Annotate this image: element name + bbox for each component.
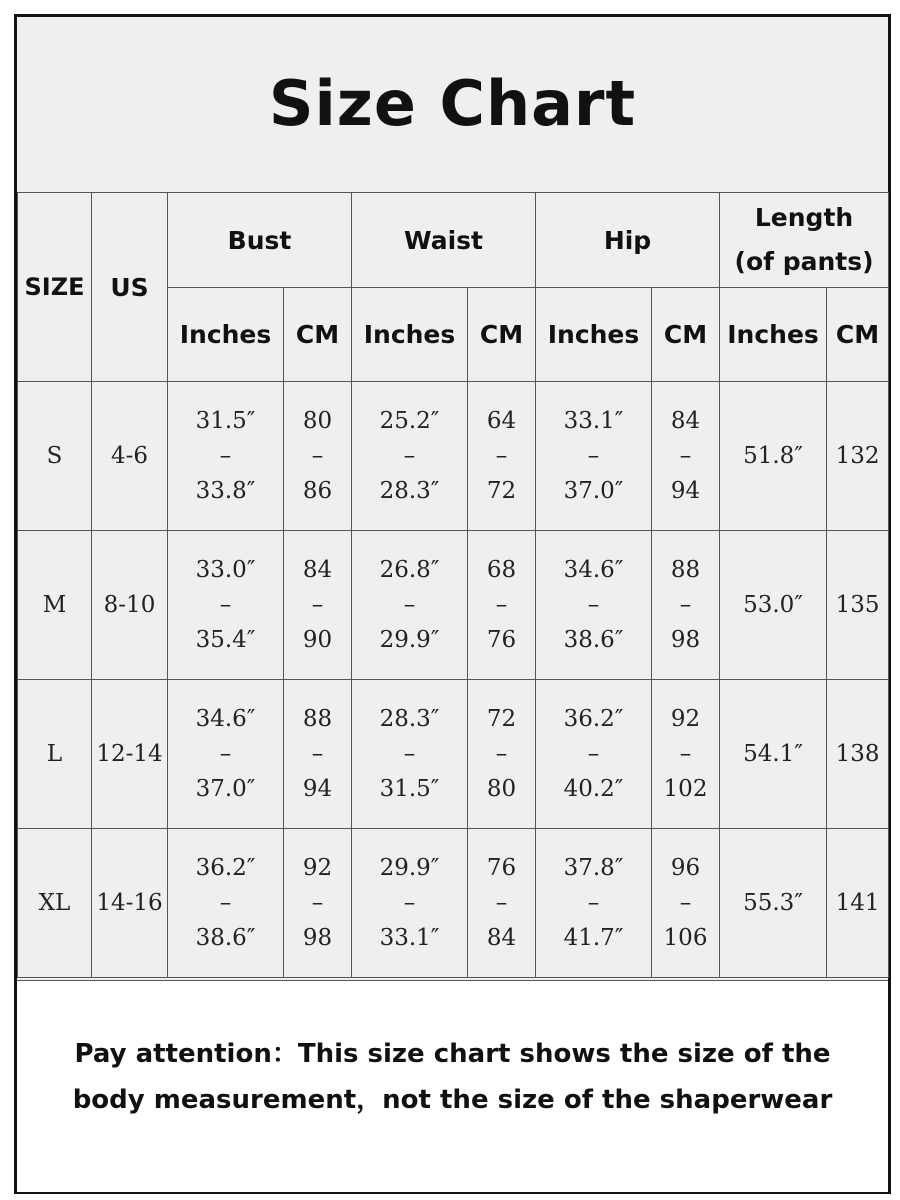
header-waist-cm: CM [468,288,536,382]
cell-len-in: 51.8″ [720,382,827,531]
range-part: – [587,889,600,916]
cell-us: 14-16 [92,829,168,978]
range-part: 72 [486,705,517,732]
range-part: – [311,889,324,916]
cell-hip-in [536,382,652,531]
range-part: – [219,442,232,469]
table-row [18,829,889,978]
header-hip: Hip [536,193,720,288]
cell-waist-in [352,829,468,978]
range-part: – [311,740,324,767]
range-part: 37.0″ [195,775,256,802]
header-length-cm: CM [827,288,889,382]
cell-len-cm: 141 [827,829,889,978]
table-row [18,680,889,829]
cell-bust-cm [284,531,352,680]
range-part: 80 [486,775,517,802]
cell-waist-in [352,382,468,531]
cell-waist-in [352,680,468,829]
header-length-line2: (of pants) [734,247,874,276]
range-part: – [679,591,692,618]
header-size: SIZE [18,193,92,382]
cell-waist-cm [468,680,536,829]
range-part: 31.5″ [379,775,440,802]
cell-size: XL [18,829,92,978]
cell-len-cm: 135 [827,531,889,680]
range-part: 34.6″ [563,556,624,583]
cell-us: 12-14 [92,680,168,829]
header-bust-cm: CM [284,288,352,382]
range-part: 90 [302,626,333,653]
range-part: 64 [486,407,517,434]
cell-hip-in [536,829,652,978]
range-part: 34.6″ [195,705,256,732]
range-part: – [679,442,692,469]
cell-size: M [18,531,92,680]
cell-hip-cm [652,829,720,978]
range-part: – [495,442,508,469]
cell-hip-in [536,531,652,680]
range-part: 102 [663,775,708,802]
cell-bust-in [168,531,284,680]
range-part: 68 [486,556,517,583]
range-part: 76 [486,854,517,881]
cell-bust-in [168,382,284,531]
range-part: 31.5″ [195,407,256,434]
cell-waist-cm [468,531,536,680]
range-part: 33.8″ [195,477,256,504]
range-part: – [403,442,416,469]
cell-len-cm: 132 [827,382,889,531]
range-part: 106 [663,924,708,951]
range-part: 25.2″ [379,407,440,434]
range-part: – [311,442,324,469]
cell-bust-in [168,829,284,978]
header-bust: Bust [168,193,352,288]
header-hip-cm: CM [652,288,720,382]
range-part: – [495,889,508,916]
table-row [18,531,889,680]
header-length [720,193,889,288]
range-part: – [587,591,600,618]
header-bust-inches: Inches [168,288,284,382]
range-part: 88 [670,556,701,583]
cell-us: 8-10 [92,531,168,680]
range-part: 28.3″ [379,705,440,732]
cell-hip-in [536,680,652,829]
footer-note [73,1031,833,1123]
range-part: – [587,442,600,469]
title-area [17,17,888,193]
range-part: 38.6″ [195,924,256,951]
header-length-line1: Length [754,203,854,232]
range-part: 98 [670,626,701,653]
page-title: Size Chart [268,66,637,140]
cell-len-in: 55.3″ [720,829,827,978]
range-part: 37.8″ [563,854,624,881]
cell-hip-cm [652,382,720,531]
header-us: US [92,193,168,382]
range-part: 92 [670,705,701,732]
table-row [18,382,889,531]
header-hip-inches: Inches [536,288,652,382]
cell-len-in: 53.0″ [720,531,827,680]
range-part: 33.1″ [379,924,440,951]
range-part: 37.0″ [563,477,624,504]
range-part: 92 [302,854,333,881]
range-part: 26.8″ [379,556,440,583]
range-part: 29.9″ [379,626,440,653]
cell-us: 4-6 [92,382,168,531]
range-part: – [219,740,232,767]
range-part: 84 [670,407,701,434]
range-part: – [219,889,232,916]
range-part: 80 [302,407,333,434]
cell-hip-cm [652,531,720,680]
range-part: – [679,889,692,916]
range-part: 76 [486,626,517,653]
range-part: 28.3″ [379,477,440,504]
range-part: 72 [486,477,517,504]
cell-bust-cm [284,382,352,531]
range-part: – [403,740,416,767]
cell-size: S [18,382,92,531]
footer-note-area [17,980,888,1192]
cell-waist-in [352,531,468,680]
cell-waist-cm [468,829,536,978]
range-part: 38.6″ [563,626,624,653]
range-part: – [587,740,600,767]
cell-len-in: 54.1″ [720,680,827,829]
cell-size: L [18,680,92,829]
range-part: – [495,591,508,618]
range-part: – [403,591,416,618]
header-length-inches: Inches [720,288,827,382]
range-part: 98 [302,924,333,951]
note-line-2: body measurement，not the size of the shaperwear [72,1084,833,1115]
cell-bust-cm [284,829,352,978]
cell-waist-cm [468,382,536,531]
range-part: – [219,591,232,618]
cell-len-cm: 138 [827,680,889,829]
size-chart-card [14,14,891,1194]
cell-bust-cm [284,680,352,829]
range-part: 84 [302,556,333,583]
cell-bust-in [168,680,284,829]
range-part: 41.7″ [563,924,624,951]
range-part: 33.1″ [563,407,624,434]
size-table [17,192,889,978]
range-part: 84 [486,924,517,951]
cell-hip-cm [652,680,720,829]
range-part: 40.2″ [563,775,624,802]
range-part: 86 [302,477,333,504]
range-part: 36.2″ [563,705,624,732]
table-body [18,382,889,978]
header-waist: Waist [352,193,536,288]
range-part: – [679,740,692,767]
header-waist-inches: Inches [352,288,468,382]
note-line-1: Pay attention：This size chart shows the size of the [74,1038,831,1069]
range-part: 29.9″ [379,854,440,881]
range-part: – [311,591,324,618]
range-part: – [495,740,508,767]
range-part: 35.4″ [195,626,256,653]
range-part: 94 [670,477,701,504]
range-part: 96 [670,854,701,881]
range-part: – [403,889,416,916]
range-part: 33.0″ [195,556,256,583]
range-part: 94 [302,775,333,802]
range-part: 36.2″ [195,854,256,881]
range-part: 88 [302,705,333,732]
